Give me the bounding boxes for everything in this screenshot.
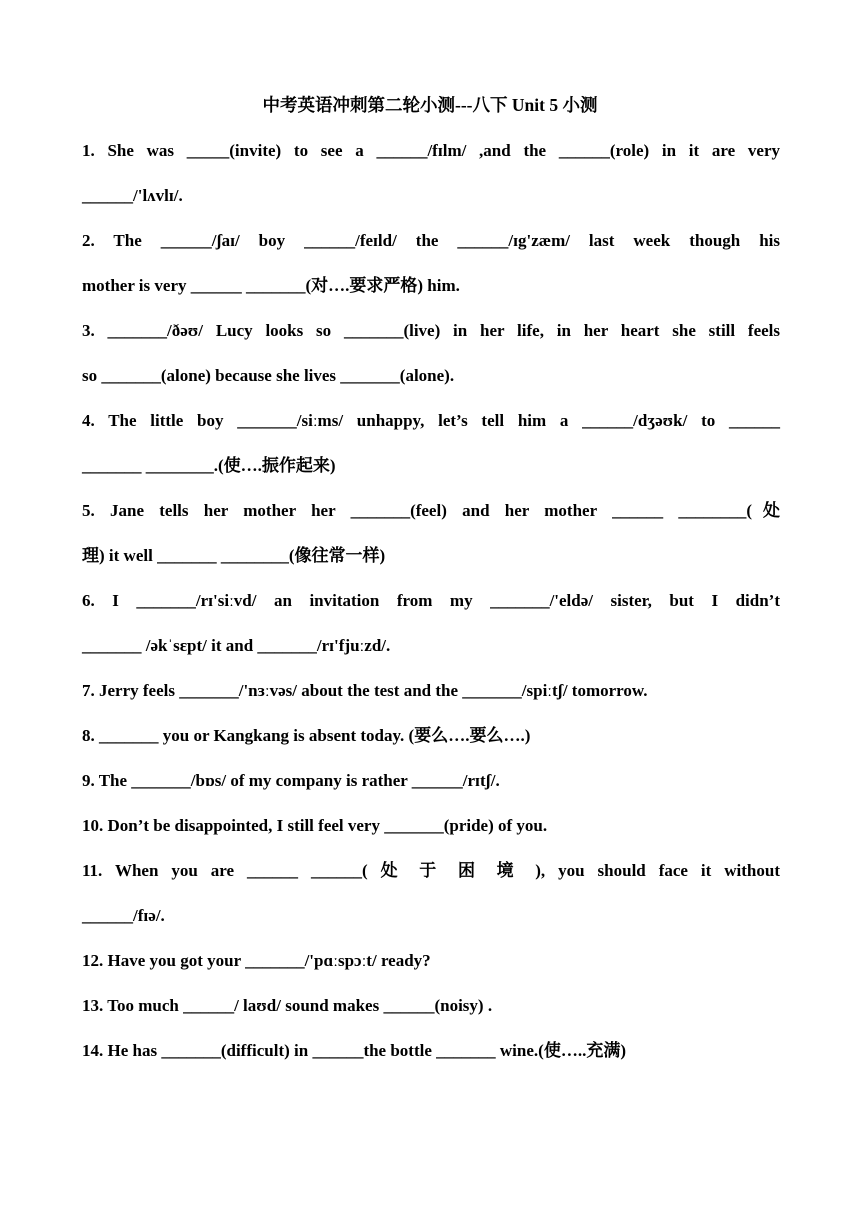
question-11-line-2: ______/fɪə/. bbox=[82, 906, 165, 925]
question-10-line-1: 10. Don’t be disappointed, I still feel very _______(pride) of you. bbox=[82, 816, 548, 835]
question-13-line-1: 13. Too much ______/ laʊd/ sound makes ______(noisy) . bbox=[82, 996, 493, 1015]
question-8-line-1: 8. _______ you or Kangkang is absent today. (要么….要么….) bbox=[82, 726, 531, 745]
question-6-line-2: _______ /əkˈsɛpt/ it and _______/rɪ'fjuːzd/. bbox=[82, 636, 391, 655]
question-1-line-2: ______/'lʌvlɪ/. bbox=[82, 186, 183, 205]
question-5-line-1: 5. Jane tells her mother her _______(feel) and her mother ______ ________(处 bbox=[82, 501, 780, 520]
question-3-line-2: so _______(alone) because she lives _______(alone). bbox=[82, 366, 455, 385]
page-title: 中考英语冲刺第二轮小测---八下 Unit 5 小测 bbox=[262, 95, 598, 115]
question-5-line-2: 理) it well _______ ________(像往常一样) bbox=[82, 546, 386, 565]
question-12-line-1: 12. Have you got your _______/'pɑːspɔːt/ ready? bbox=[82, 951, 431, 970]
question-6-line-1: 6. I _______/rɪ'siːvd/ an invitation from my _______/'eldə/ sister, but I didn’t bbox=[82, 591, 780, 610]
question-14-line-1: 14. He has _______(difficult) in ______the bottle _______ wine.(使…..充满) bbox=[82, 1041, 626, 1060]
question-11-line-1: 11. When you are ______ ______( 处 于 困 境 ), you should face it without bbox=[82, 861, 780, 880]
question-2-line-2: mother is very ______ _______(对….要求严格) him. bbox=[82, 276, 460, 295]
question-1-line-1: 1. She was _____(invite) to see a ______/fɪlm/ ,and the ______(role) in it are very bbox=[82, 141, 780, 160]
question-4-line-1: 4. The little boy _______/siːms/ unhappy, let’s tell him a ______/dʒəʊk/ to ______ bbox=[82, 411, 780, 430]
question-7-line-1: 7. Jerry feels _______/'nɜːvəs/ about the test and the _______/spiːtʃ/ tomorrow. bbox=[82, 681, 648, 700]
question-2-line-1: 2. The ______/ʃaɪ/ boy ______/feɪld/ the ______/ɪg'zæm/ last week though his bbox=[82, 231, 780, 250]
question-9-line-1: 9. The _______/bɒs/ of my company is rather ______/rɪtʃ/. bbox=[82, 771, 500, 790]
question-3-line-1: 3. _______/ðəʊ/ Lucy looks so _______(live) in her life, in her heart she still feels bbox=[82, 321, 780, 340]
question-4-line-2: _______ ________.(使….振作起来) bbox=[82, 456, 336, 475]
